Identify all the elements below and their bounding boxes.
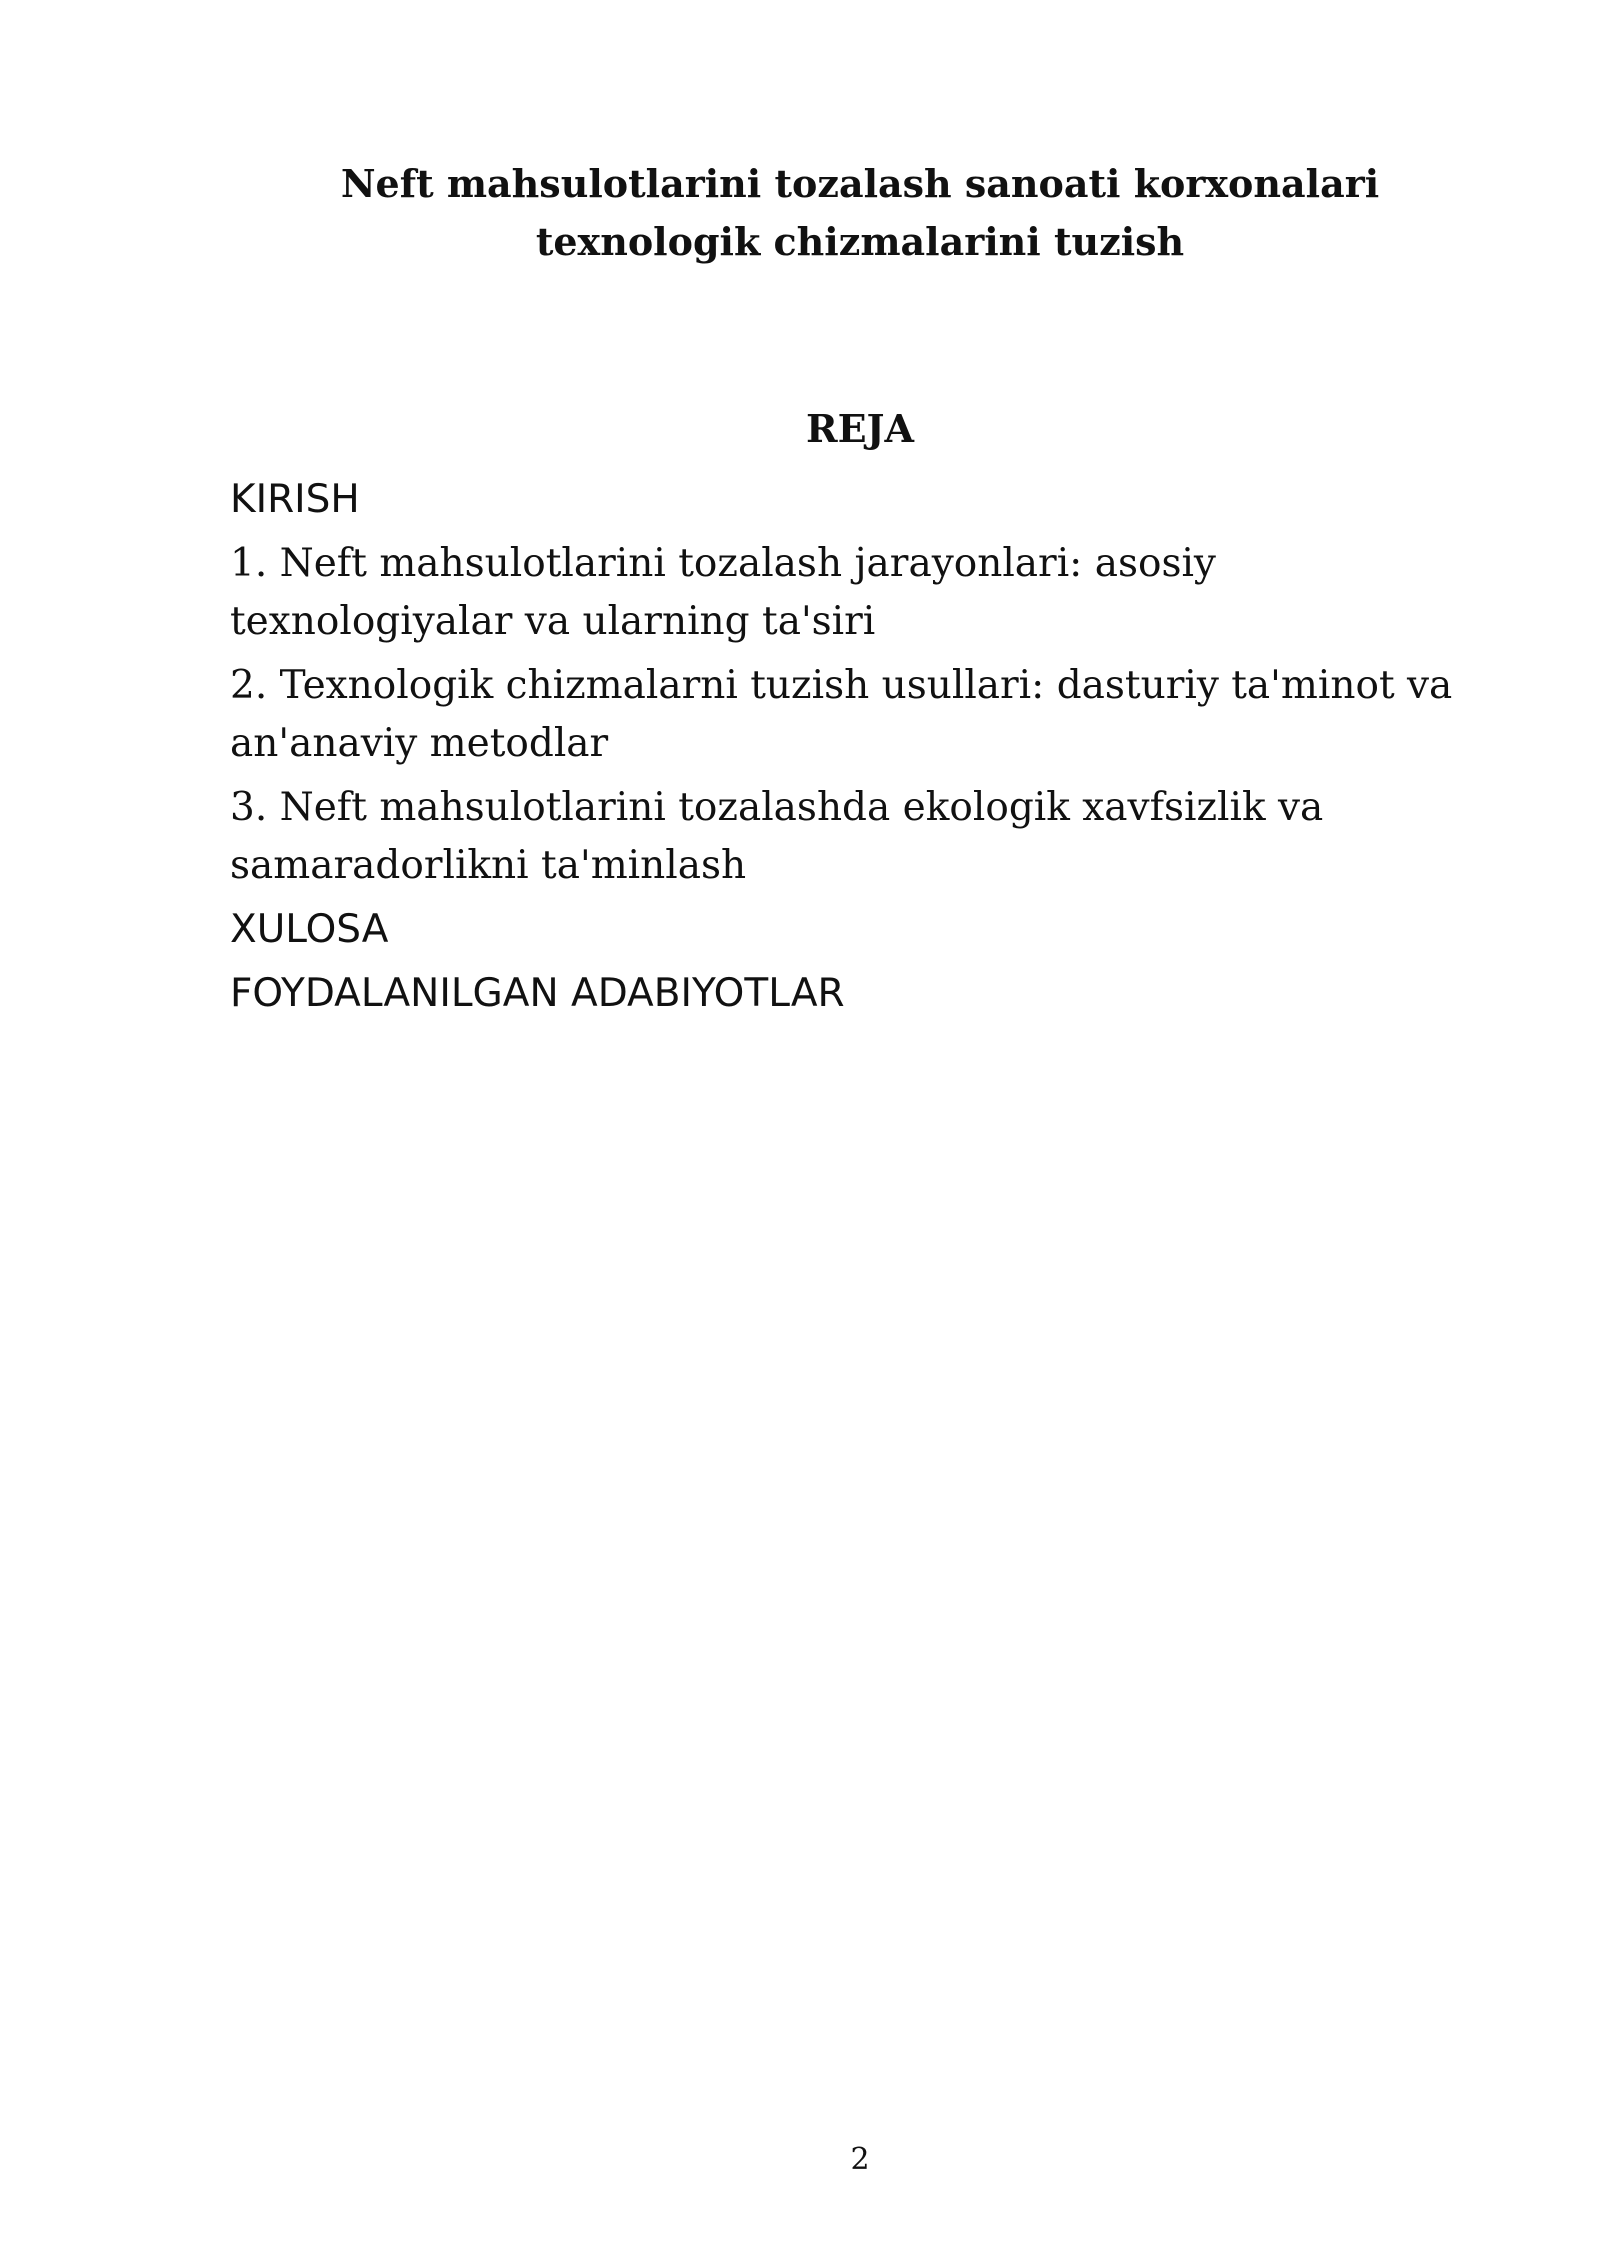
plan-list	[230, 471, 1490, 1029]
plan-item-conclusion: XULOSA	[230, 907, 389, 952]
plan-item-intro: KIRISH	[230, 477, 360, 522]
plan-heading: REJA	[805, 406, 914, 451]
document-title-line-2: texnologik chizmalarini tuzish	[535, 219, 1185, 264]
document-title	[230, 155, 1490, 271]
plan-item-1: 1. Neft mahsulotlarini tozalash jarayonlari: asosiy texnologiyalar va ularning ta'siri	[230, 541, 1216, 644]
document-title-line-1: Neft mahsulotlarini tozalash sanoati korxonalari	[340, 161, 1380, 206]
plan-item-3: 3. Neft mahsulotlarini tozalashda ekologik xavfsizlik va samaradorlikni ta'minlash	[230, 785, 1324, 888]
plan-item-2: 2. Texnologik chizmalarni tuzish usullari: dasturiy ta'minot va an'anaviy metodlar	[230, 663, 1453, 766]
plan-item-references: FOYDALANILGAN ADABIYOTLAR	[230, 971, 845, 1016]
page-number: 2	[850, 2142, 870, 2177]
